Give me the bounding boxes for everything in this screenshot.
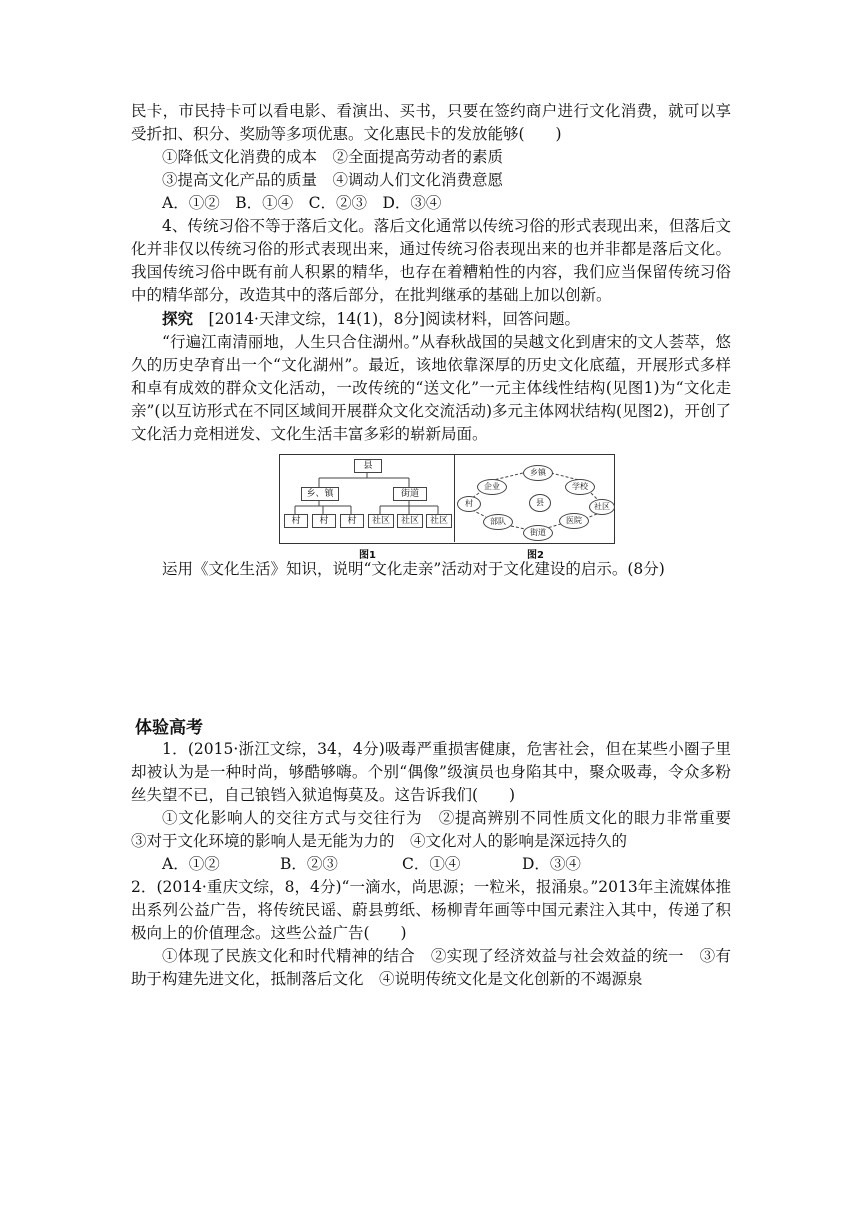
- q3-choices-line1: ①降低文化消费的成本 ②全面提高劳动者的素质: [162, 148, 504, 166]
- fig1-county-node: 县: [354, 459, 382, 473]
- fig1-community-node: 社区: [426, 514, 452, 528]
- q3-choices-line2: ③提高文化产品的质量 ④调动人们文化消费意愿: [162, 171, 504, 189]
- answer-space: [131, 581, 731, 713]
- fig2-hospital-node: 医院: [559, 513, 589, 529]
- q3-options: A．①② B．①④ C．②③ D．③④: [162, 194, 442, 212]
- option-d: D．③④: [522, 855, 581, 873]
- fig2-army-node: 部队: [483, 514, 513, 530]
- explore-source: [2014·天津文综，14(1)，8分]阅读材料，回答问题。: [193, 310, 581, 328]
- gaokao-q1-options: [131, 853, 731, 876]
- fig1-village-node: 村: [284, 514, 308, 528]
- structure-figure: [279, 454, 615, 561]
- fig1-village-node: 村: [340, 514, 364, 528]
- fig2-county-center: 县: [529, 494, 551, 512]
- fig1-street-node: 街道: [393, 487, 427, 501]
- document-page: [131, 100, 747, 991]
- fig2-township-node: 乡镇: [523, 465, 553, 481]
- gaokao-q2-items: ①体现了民族文化和时代精神的结合 ②实现了经济效益与社会效益的统一 ③有助于构建先进文化，抵制落后文化 ④说明传统文化是文化创新的不竭源泉: [131, 947, 731, 988]
- q4-text: 4、传统习俗不等于落后文化。落后文化通常以传统习俗的形式表现出来，但落后文化并非仅以传统习俗的形式表现出来，通过传统习俗表现出来的也并非都是落后文化。我国传统习俗中既有前人积累的精华，也存在着糟粕性的内容，我们应当保留传统习俗中的精华部分，改造其中的落后部分，在批判继承的基础上加以创新。: [131, 217, 731, 304]
- option-c: C．①④: [402, 855, 461, 873]
- fig2-caption: 图2: [527, 550, 544, 561]
- gaokao-q1-stem: 1．(2015·浙江文综，34，4分)吸毒严重损害健康，危害社会，但在某些小圈子里却被认为是一种时尚，够酷够嗨。个别“偶像”级演员也身陷其中，聚众吸毒，令众多粉丝失望不已，自己锒铛入狱追悔莫及。这告诉我们( ): [131, 740, 731, 804]
- q3-stem: 民卡，市民持卡可以看电影、看演出、买书，只要在签约商户进行文化消费，就可以享受折扣、积分、奖励等多项优惠。文化惠民卡的发放能够( ): [131, 102, 731, 143]
- gaokao-q2-stem: 2．(2014·重庆文综，8，4分)“一滴水，尚思源；一粒米，报涌泉。”2013年主流媒体推出系列公益广告，将传统民谣、蔚县剪纸、杨柳青年画等中国元素注入其中，传递了积极向上的价值理念。这些公益广告( ): [131, 878, 731, 942]
- section-title: 体验高考: [135, 718, 203, 738]
- option-b: B．②③: [280, 855, 338, 873]
- fig2-community-node: 社区: [589, 499, 615, 515]
- gaokao-q1-items: ①文化影响人的交往方式与交往行为 ②提高辨别不同性质文化的眼力非常重要 ③对于文化环境的影响人是无能为力的 ④文化对人的影响是深远持久的: [131, 809, 747, 850]
- explore-label: 探究: [162, 309, 194, 328]
- fig1-village-node: 村: [312, 514, 336, 528]
- fig1-community-node: 社区: [368, 514, 394, 528]
- explore-question: 运用《文化生活》知识，说明“文化走亲”活动对于文化建设的启示。(8分): [162, 560, 665, 578]
- fig1-community-node: 社区: [397, 514, 423, 528]
- fig2-village-node: 村: [457, 496, 481, 512]
- fig1-caption: 图1: [359, 550, 376, 561]
- fig1-township-node: 乡、镇: [301, 487, 339, 501]
- option-a: A．①②: [162, 855, 220, 873]
- fig2-street-node: 街道: [523, 525, 553, 541]
- explore-heading: [131, 307, 731, 331]
- fig2-enterprise-node: 企业: [477, 479, 507, 495]
- fig2-school-node: 学校: [565, 479, 595, 495]
- explore-material: “行遍江南清丽地，人生只合住湖州。”从春秋战国的吴越文化到唐宋的文人荟萃，悠久的历史孕育出一个“文化湖州”。最近，该地依靠深厚的历史文化底蕴，开展形式多样和卓有成效的群众文化活动，一改传统的“送文化”一元主体线性结构(见图1)为“文化走亲”(以互访形式在不同区域间开展群众文化交流活动)多元主体网状结构(见图2)，开创了文化活力竞相迸发、文化生活丰富多彩的崭新局面。: [131, 333, 731, 443]
